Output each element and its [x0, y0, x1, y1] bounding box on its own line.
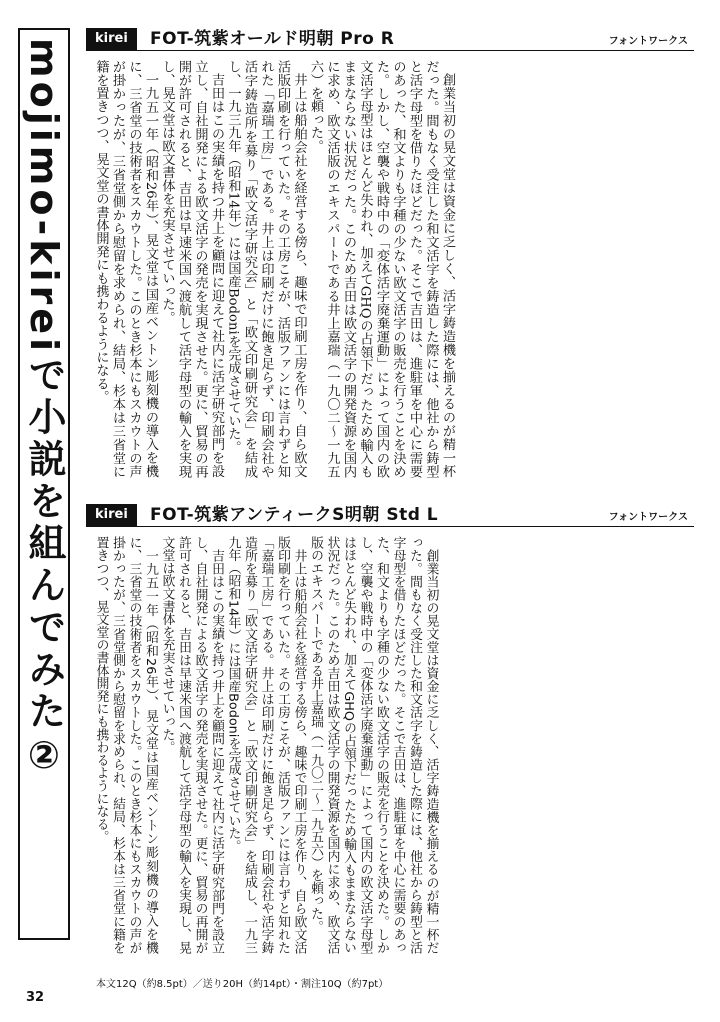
section-2-header	[86, 504, 694, 527]
section-2-text	[92, 536, 439, 954]
section-2-body	[92, 536, 688, 954]
page-title: mojimo-kireiで小説を組んでみた②	[22, 38, 66, 782]
paragraph: 吉田はこの実績を持つ井上を顧問に迎えて社内に活字研究部門を設立し、自社開発による欧文活字の発売を実現させた。更に、貿易の再開が許可されると、吉田は早速米国へ渡航して活字母型の輸入を実現し、晃文堂は欧文書体を充実させていった。	[159, 60, 224, 478]
page-number: 32	[26, 990, 45, 1005]
paragraph: 創業当初の晃文堂は資金に乏しく、活字鋳造機を揃えるのが精一杯だった。間もなく受注した和文活字を鋳造した際には、他社から鋳型と活字母型を借りたほどだった。そこで吉田は、進駐軍を中心に需要のあった、和文よりも字種の少ない欧文活字の販売を行うことを決めた。しかし、空襲や戦時中の「変体活字廃棄運動」によって国内の欧文活字母型はほとんど失われ、加えてGHQの占領下だったため輸入もままならない状況だった。このため吉田は欧文活字の開発資源を国内に求め、欧文活版のエキスパートである井上嘉瑞（一九〇二〜一九五六）を頼った。	[308, 60, 455, 478]
paragraph: 一九五一年（昭和26年）、晃文堂は国産ベントン彫刻機の導入を機に、三省堂の技術者をスカウトした。このとき杉本にもスカウトの声が掛かったが、三省堂側から慰留を求められ、結局、杉本は三省堂に籍を置きつつ、晃文堂の書体開発にも携わるようになる。	[93, 536, 158, 954]
paragraph: 吉田はこの実績を持つ井上を顧問に迎えて社内に活字研究部門を設立し、自社開発による欧文活字の発売を実現させた。更に、貿易の再開が許可されると、吉田は早速米国へ渡航して活字母型の輸入を実現し、晃文堂は欧文書体を充実させていった。	[159, 536, 224, 954]
section-1-font-name: FOT-筑紫オールド明朝 Pro R	[150, 29, 395, 49]
section-2-badge: kirei	[86, 504, 137, 526]
title-frame	[18, 28, 70, 940]
section-1-text	[92, 60, 455, 478]
paragraph: 創業当初の晃文堂は資金に乏しく、活字鋳造機を揃えるのが精一杯だった。間もなく受注した和文活字を鋳造した際には、他社から鋳型と活字母型を借りたほどだった。そこで吉田は、進駐軍を中心に需要のあった、和文よりも字種の少ない欧文活字の販売を行うことを決めた。しかし、空襲や戦時中の「変体活字廃棄運動」によって国内の欧文活字母型はほとんど失われ、加えてGHQの占領下だったため輸入もままならない状況だった。このため吉田は欧文活字の開発資源を国内に求め、欧文活版のエキスパートである井上嘉瑞（一九〇二〜一九五六）を頼った。	[308, 536, 439, 954]
section-1-badge: kirei	[86, 28, 137, 50]
spec-note: 本文12Q（約8.5pt）／送り20H（約14pt）・割注10Q（約7pt）	[96, 979, 389, 990]
section-1-body	[92, 60, 688, 478]
paragraph: 井上は船舶会社を経営する傍ら、趣味で印刷工房を作り、自ら欧文活版印刷を行っていた。その工房こそが、活版ファンには言わずと知れた「嘉瑞工房」である。井上は印刷だけに飽き足らず、印刷会社や活字鋳造所を募り「欧文活字研究会」と「欧文印刷研究会」を結成し、一九三九年（昭和14年）には国産Bodoniを完成させていた。	[225, 536, 307, 954]
section-2-font-name: FOT-筑紫アンティークS明朝 Std L	[150, 505, 439, 525]
section-1-header	[86, 28, 694, 51]
paragraph: 一九五一年（昭和26年）、晃文堂は国産ベントン彫刻機の導入を機に、三省堂の技術者をスカウトした。このとき杉本にもスカウトの声が掛かったが、三省堂側から慰留を求められ、結局、杉本は三省堂に籍を置きつつ、晃文堂の書体開発にも携わるようになる。	[93, 60, 158, 478]
paragraph: 井上は船舶会社を経営する傍ら、趣味で印刷工房を作り、自ら欧文活版印刷を行っていた。その工房こそが、活版ファンには言わずと知れた「嘉瑞工房」である。井上は印刷だけに飽き足らず、印刷会社や活字鋳造所を募り「欧文活字研究会」と「欧文印刷研究会」を結成し、一九三九年（昭和14年）には国産Bodoniを完成させていた。	[225, 60, 307, 478]
section-1-vendor: フォントワークス	[608, 36, 688, 47]
section-2-vendor: フォントワークス	[608, 512, 688, 523]
